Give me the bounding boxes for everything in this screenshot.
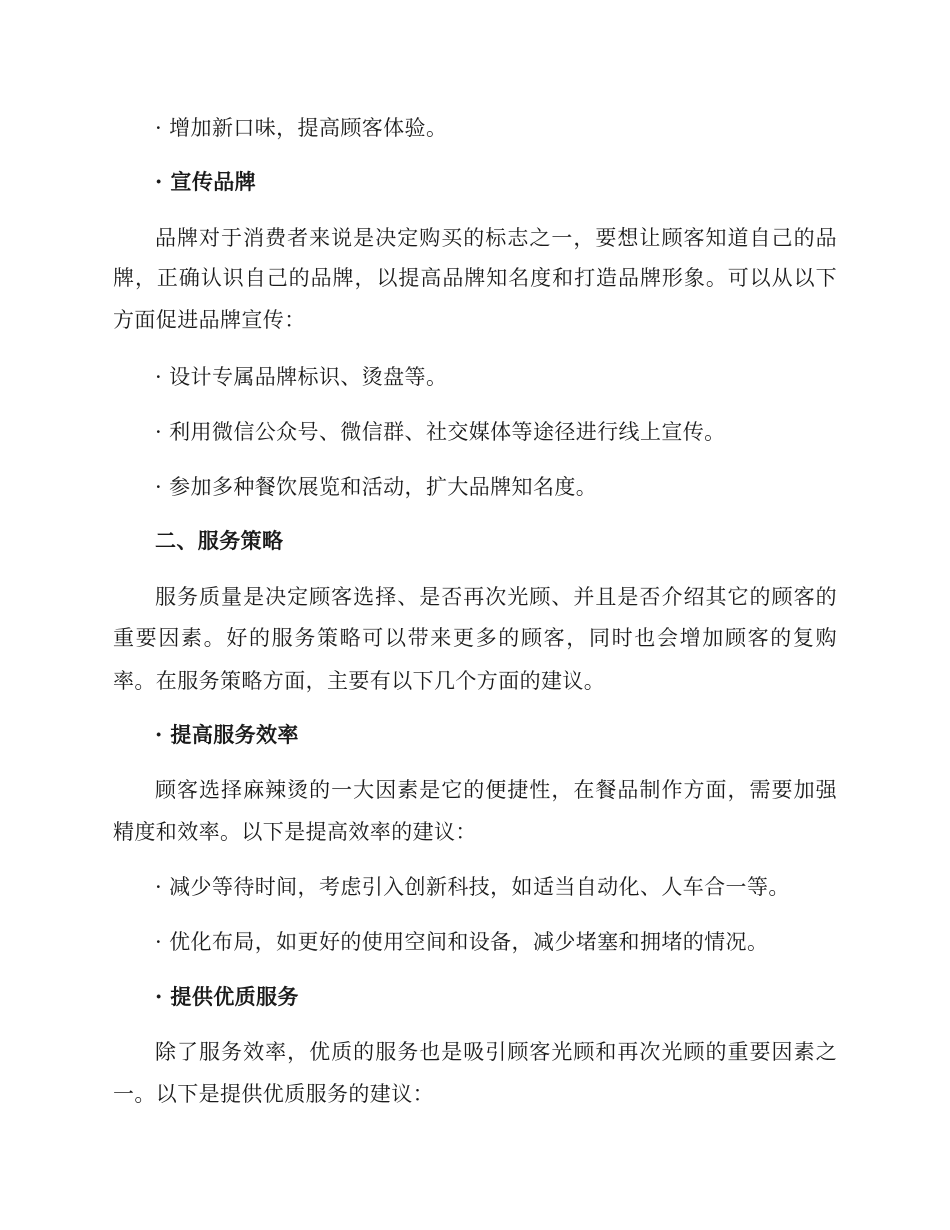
heading-service-efficiency: · 提高服务效率 [155,722,299,747]
paragraph-brand-line-3: 方面促进品牌宣传： [113,308,306,332]
paragraph-efficiency-line-2: 精度和效率。以下是提高效率的建议： [113,820,477,844]
bullet-reduce-waiting: · 减少等待时间，考虑引入创新科技，如适当自动化、人车合一等。 [155,875,790,899]
bullet-exhibitions: · 参加多种餐饮展览和活动，扩大品牌知名度。 [155,475,598,499]
bullet-brand-logo: · 设计专属品牌标识、烫盘等。 [155,365,448,389]
heading-brand-promotion: · 宣传品牌 [155,169,257,194]
paragraph-efficiency-line-1: 顾客选择麻辣烫的一大因素是它的便捷性，在餐品制作方面，需要加强 [155,778,837,802]
heading-quality-service: · 提供优质服务 [155,984,299,1009]
bullet-optimize-layout: · 优化布局，如更好的使用空间和设备，减少堵塞和拥堵的情况。 [155,930,769,954]
paragraph-service-line-1: 服务质量是决定顾客选择、是否再次光顾、并且是否介绍其它的顾客的 [155,585,837,609]
paragraph-brand-line-2: 牌，正确认识自己的品牌，以提高品牌知名度和打造品牌形象。可以从以下 [113,266,837,290]
heading-service-strategy: 二、服务策略 [155,528,284,553]
paragraph-service-line-3: 率。在服务策略方面，主要有以下几个方面的建议。 [113,669,606,693]
bullet-new-flavors: · 增加新口味，提高顾客体验。 [155,116,448,140]
paragraph-quality-line-1: 除了服务效率，优质的服务也是吸引顾客光顾和再次光顾的重要因素之 [155,1040,837,1064]
paragraph-brand-line-1: 品牌对于消费者来说是决定购买的标志之一，要想让顾客知道自己的品 [155,226,837,250]
paragraph-quality-line-2: 一。以下是提供优质服务的建议： [113,1082,434,1106]
bullet-online-promotion: · 利用微信公众号、微信群、社交媒体等途径进行线上宣传。 [155,420,726,444]
paragraph-service-line-2: 重要因素。好的服务策略可以带来更多的顾客，同时也会增加顾客的复购 [113,626,837,650]
